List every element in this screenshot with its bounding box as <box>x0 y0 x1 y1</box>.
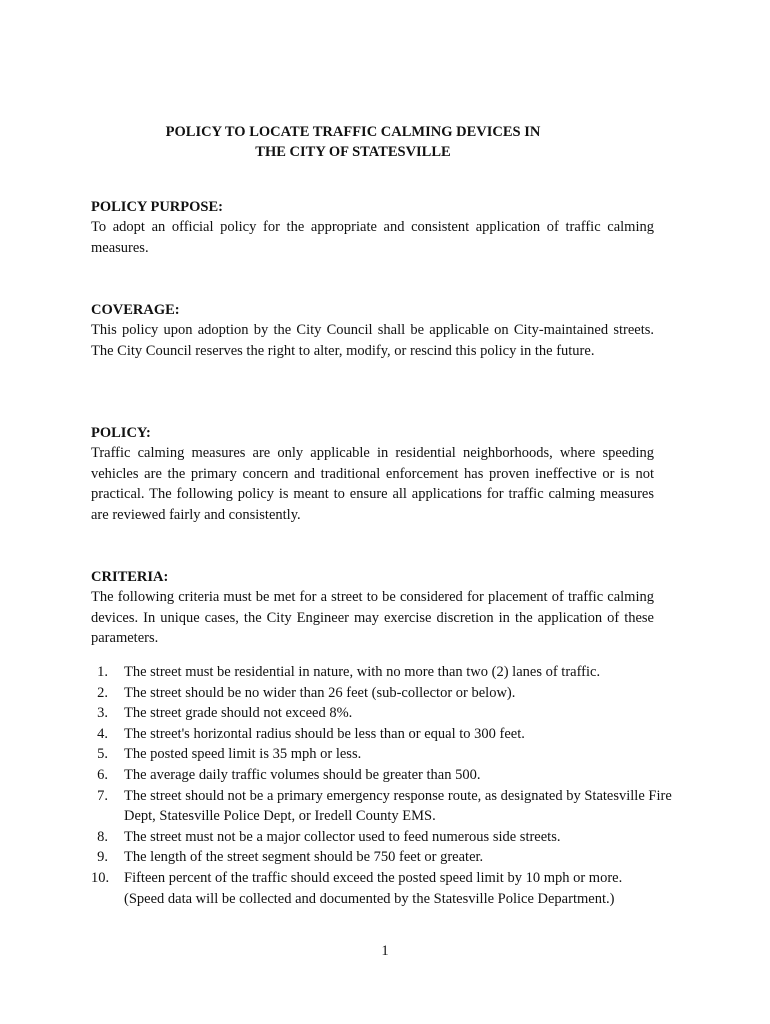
list-item-number: 3. <box>97 705 108 722</box>
list-item <box>91 827 691 848</box>
list-item-number: 7. <box>97 787 108 804</box>
list-item-number: 6. <box>97 766 108 783</box>
policy-text: Traffic calming measures are only applicable in residential neighborhoods, where speeding vehicles are the primary concern and traditional enforcement has proven ineffective or is not practical. The following policy is meant to ensure all applications for traffic calming measures are reviewed fairly and consistently. <box>91 445 654 523</box>
list-item <box>91 703 691 724</box>
criteria-list <box>91 662 691 909</box>
list-item-number: 9. <box>97 849 108 866</box>
coverage-heading: COVERAGE: <box>91 302 180 318</box>
purpose-text: To adopt an official policy for the appropriate and consistent application of traffic calming measures. <box>91 219 654 256</box>
list-item-text: The posted speed limit is 35 mph or less. <box>124 746 362 763</box>
list-item-text: The street must be residential in nature, with no more than two (2) lanes of traffic. <box>124 664 601 680</box>
document-title-line-1: POLICY TO LOCATE TRAFFIC CALMING DEVICES IN <box>165 124 541 140</box>
list-item-text: The length of the street segment should be 750 feet or greater. <box>124 849 484 866</box>
policy-heading: POLICY: <box>91 425 151 441</box>
purpose-heading: POLICY PURPOSE: <box>91 199 223 215</box>
page-number: 1 <box>381 943 389 959</box>
list-item-text: The street's horizontal radius should be less than or equal to 300 feet. <box>124 725 525 742</box>
list-item-text: The street should be no wider than 26 feet (sub-collector or below). <box>124 684 516 701</box>
list-item-text: The street must not be a major collector used to feed numerous side streets. <box>124 828 561 845</box>
list-item-text: The street should not be a primary emergency response route, as designated by Statesville Fire Dept, Statesville Police Dept, or Iredell County EMS. <box>124 787 672 825</box>
list-item-number: 4. <box>97 725 108 742</box>
list-item-number: 8. <box>97 828 108 845</box>
criteria-heading: CRITERIA: <box>91 569 169 585</box>
document-title-line-2: THE CITY OF STATESVILLE <box>255 144 451 160</box>
list-item-text: The street grade should not exceed 8%. <box>124 705 353 722</box>
list-item <box>91 683 691 704</box>
list-item <box>91 724 691 745</box>
criteria-intro: The following criteria must be met for a street to be considered for placement of traffic calming devices. In unique cases, the City Engineer may exercise discretion in the application of these parameters. <box>91 589 654 647</box>
list-item <box>91 847 691 868</box>
list-item <box>91 662 691 683</box>
list-item-number: 1. <box>97 664 108 680</box>
list-item-number: 2. <box>97 684 108 701</box>
coverage-text: This policy upon adoption by the City Council shall be applicable on City-maintained streets. The City Council reserves the right to alter, modify, or rescind this policy in the future. <box>91 322 654 359</box>
list-item <box>91 786 679 827</box>
list-item-number: 5. <box>97 746 108 763</box>
list-item-text: Fifteen percent of the traffic should exceed the posted speed limit by 10 mph or more. (Speed data will be collected and documented by the Statesville Police Department.) <box>124 869 623 907</box>
list-item <box>91 765 691 786</box>
list-item <box>91 744 691 765</box>
list-item-number: 10. <box>91 869 110 886</box>
list-item-text: The average daily traffic volumes should be greater than 500. <box>124 766 481 783</box>
list-item <box>91 868 659 909</box>
